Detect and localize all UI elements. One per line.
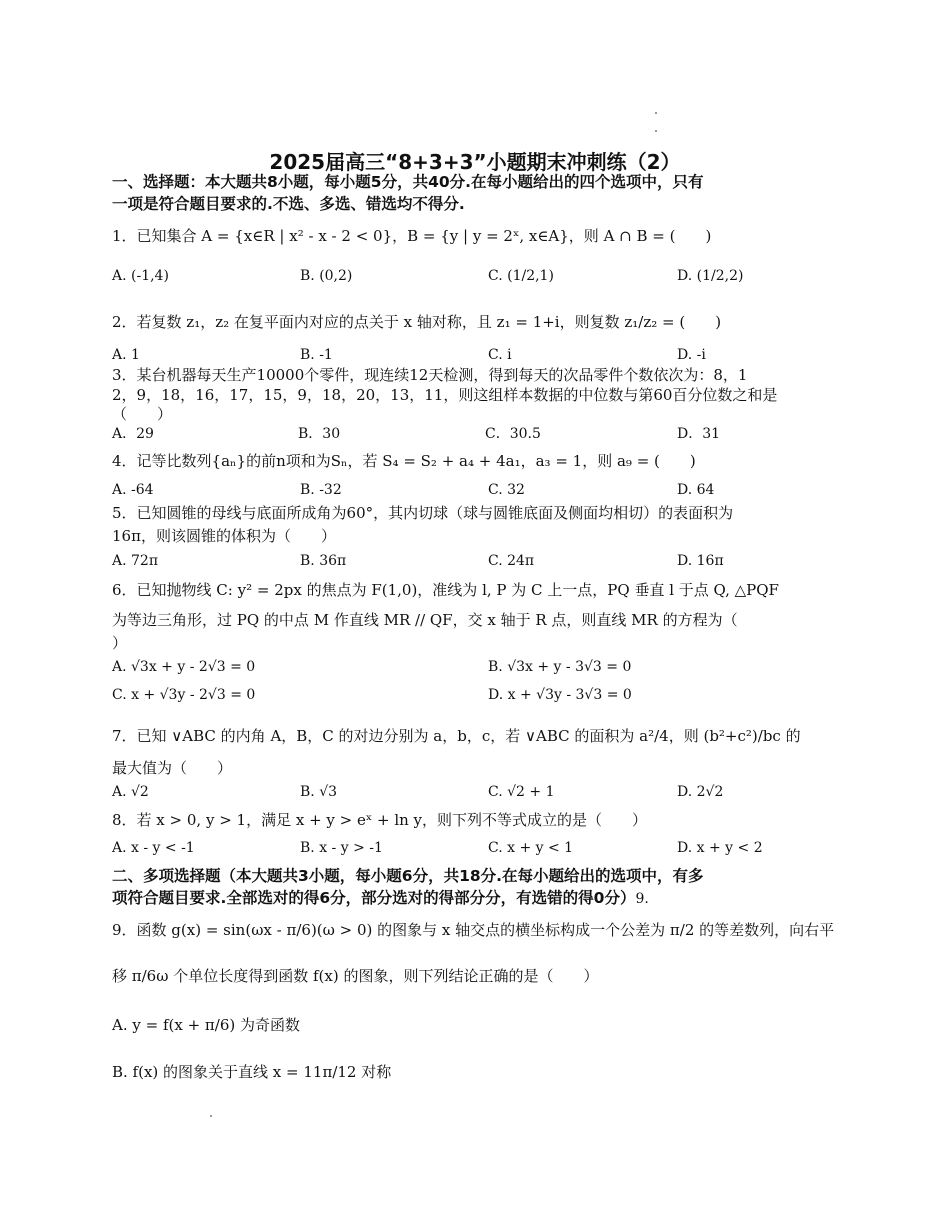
q2-option-d: D. -i: [677, 347, 706, 363]
section1-heading-2: 一项是符合题目要求的.不选、多选、错选均不得分.: [112, 195, 465, 213]
q3-option-c: C．30.5: [485, 426, 541, 442]
q6-option-c: C. x + √3y - 2√3 = 0: [112, 687, 256, 703]
scan-speck: [655, 130, 657, 132]
q1-option-d: D. (1/2,2): [677, 268, 744, 284]
page-title: 2025届高三“8+3+3”小题期末冲刺练（2）: [269, 150, 681, 174]
q8-option-d: D. x + y < 2: [677, 840, 763, 856]
section2-heading-2-text: 项符合题目要求.全部选对的得6分，部分选对的得部分分，有选错的得0分）: [112, 889, 636, 907]
question-9-stem: 9．函数 g(x) = sin(ωx - π/6)(ω > 0) 的图象与 x 轴交点的横坐标构成一个公差为 π/2 的等差数列，向右平: [112, 921, 835, 939]
q9-option-a: A. y = f(x + π/6) 为奇函数: [112, 1016, 300, 1034]
question-5-stem-2: 16π，则该圆锥的体积为（ ）: [112, 527, 336, 545]
q4-option-b: B. -32: [300, 482, 342, 498]
question-1-stem: 1．已知集合 A = {x∈R | x² - x - 2 < 0}，B = {y | y = 2ˣ, x∈A}，则 A ∩ B = ( ): [112, 227, 712, 245]
q8-option-a: A. x - y < -1: [112, 840, 195, 856]
q6-option-d: D. x + √3y - 3√3 = 0: [488, 687, 632, 703]
q9-option-b: B. f(x) 的图象关于直线 x = 11π/12 对称: [112, 1063, 392, 1081]
question-6-stem-2: 为等边三角形，过 PQ 的中点 M 作直线 MR // QF，交 x 轴于 R 点，则直线 MR 的方程为（: [112, 611, 738, 629]
question-8-stem: 8．若 x > 0, y > 1，满足 x + y > eˣ + ln y，则下列不等式成立的是（ ）: [112, 811, 648, 829]
q5-option-b: B. 36π: [300, 553, 347, 569]
section2-heading-2: [112, 888, 649, 909]
question-6-stem: 6．已知抛物线 C: y² = 2px 的焦点为 F(1,0)，准线为 l, P 为 C 上一点，PQ 垂直 l 于点 Q, △PQF: [112, 581, 779, 599]
question-2-stem: 2．若复数 z₁，z₂ 在复平面内对应的点关于 x 轴对称，且 z₁ = 1+i，则复数 z₁/z₂ = ( ): [112, 313, 722, 331]
q4-option-a: A. -64: [112, 482, 154, 498]
question-3-stem-2: 2，9，18，16，17，15，9，18，20，13，11，则这组样本数据的中位数与第60百分位数之和是: [112, 386, 778, 404]
question-6-stem-3: ）: [112, 634, 128, 652]
q3-option-d: D．31: [677, 426, 721, 442]
scan-speck: [210, 1115, 212, 1117]
q1-option-a: A. (-1,4): [112, 268, 169, 284]
q7-option-d: D. 2√2: [677, 784, 724, 800]
question-4-stem: 4．记等比数列{aₙ}的前n项和为Sₙ，若 S₄ = S₂ + a₄ + 4a₁，a₃ = 1，则 a₉ = ( ): [112, 452, 696, 470]
section1-heading: 一、选择题：本大题共8小题，每小题5分，共40分.在每小题给出的四个选项中，只有: [112, 173, 704, 191]
question-5-stem: 5．已知圆锥的母线与底面所成角为60°，其内切球（球与圆锥底面及侧面均相切）的表面积为: [112, 504, 734, 522]
q8-option-c: C. x + y < 1: [488, 840, 574, 856]
section2-tail: 9.: [635, 891, 649, 907]
q1-option-c: C. (1/2,1): [488, 268, 554, 284]
q4-option-c: C. 32: [488, 482, 525, 498]
q7-option-c: C. √2 + 1: [488, 784, 555, 800]
q2-option-a: A. 1: [112, 347, 140, 363]
q4-option-d: D. 64: [677, 482, 715, 498]
q5-option-d: D. 16π: [677, 553, 724, 569]
section2-heading: 二、多项选择题（本大题共3小题，每小题6分，共18分.在每小题给出的选项中，有多: [112, 867, 704, 885]
question-7-stem: 7．已知 ∨ABC 的内角 A，B，C 的对边分别为 a，b，c，若 ∨ABC 的面积为 a²/4，则 (b²+c²)/bc 的: [112, 727, 801, 745]
q1-option-b: B. (0,2): [300, 268, 353, 284]
q8-option-b: B. x - y > -1: [300, 840, 383, 856]
scan-speck: [655, 112, 657, 114]
q5-option-c: C. 24π: [488, 553, 535, 569]
q3-option-a: A．29: [112, 426, 154, 442]
q7-option-a: A. √2: [112, 784, 149, 800]
question-3-stem-3: （ ）: [112, 405, 173, 423]
q6-option-a: A. √3x + y - 2√3 = 0: [112, 659, 256, 675]
question-7-stem-2: 最大值为（ ）: [112, 759, 233, 777]
q6-option-b: B. √3x + y - 3√3 = 0: [488, 659, 632, 675]
q5-option-a: A. 72π: [112, 553, 159, 569]
q7-option-b: B. √3: [300, 784, 338, 800]
q2-option-b: B. -1: [300, 347, 333, 363]
q2-option-c: C. i: [488, 347, 512, 363]
question-9-stem-2: 移 π/6ω 个单位长度得到函数 f(x) 的图象，则下列结论正确的是（ ）: [112, 967, 599, 985]
q3-option-b: B．30: [298, 426, 341, 442]
question-3-stem: 3．某台机器每天生产10000个零件，现连续12天检测，得到每天的次品零件个数依次为：8，1: [112, 366, 748, 384]
